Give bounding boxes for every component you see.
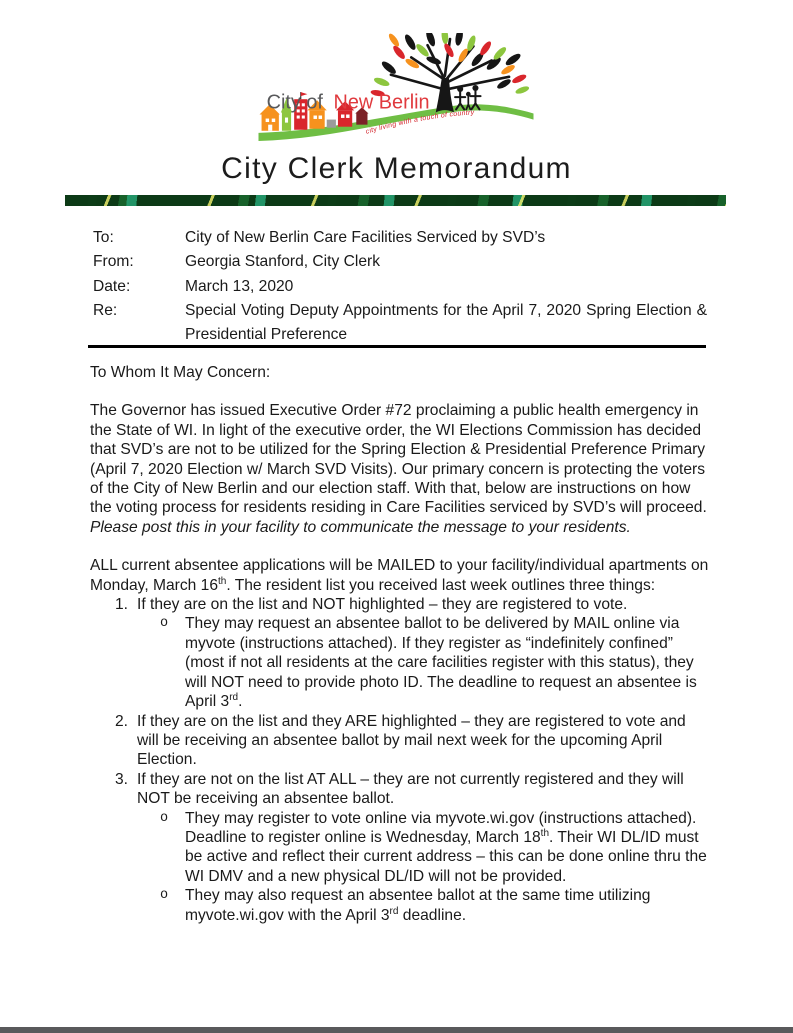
paragraph-absentee-applications: [90, 556, 709, 595]
memo-field-from: [93, 250, 707, 274]
logo-new-berlin-text: New Berlin: [333, 91, 430, 114]
sub-text-pre: They may also request an absentee ballot at the same time utilizing myvote.wi.gov with the April 3: [185, 887, 651, 924]
memo-value-from: Georgia Stanford, City Clerk: [185, 253, 380, 271]
horizontal-rule: [88, 345, 706, 348]
paragraph-normal-text: The Governor has issued Executive Order #72 proclaiming a public health emergency in the State of WI. In light of the executive order, the WI Elections Commission has decided that SVD’s are not to be utilized for the Spring Election & Presidential Preference Primary (April 7, 2020 Election w/ March SVD Visits). Our primary concern is protecting the voters of the City of New Berlin and our election staff. With that, below are instructions on how the voting process for residents residing in Care Facilities serviced by SVD’s will proceed.: [90, 402, 707, 517]
memo-label-from: From:: [93, 253, 134, 271]
memo-value-date: March 13, 2020: [185, 277, 294, 295]
sub-text-pre: They may register to vote online via myvote.wi.gov (instructions attached). Deadline to register online is Wednesday, March 18: [185, 809, 697, 846]
sub-item-text: [185, 614, 709, 711]
list-item-text: If they are on the list and NOT highlighted – they are registered to vote.: [137, 596, 628, 614]
list-item-3-sub-1: [90, 809, 709, 887]
logo-tagline: city living with a touch of country: [365, 109, 475, 136]
sub-text-post: deadline.: [398, 906, 467, 924]
superscript-rd: rd: [389, 905, 399, 917]
sub-text-post: .: [238, 693, 243, 711]
memo-label-date: Date:: [93, 277, 131, 295]
memo-value-to: City of New Berlin Care Facilities Serviced by SVD’s: [185, 229, 546, 246]
sub-text-post: . Their WI DL/ID must be active and reflect their current address – this can be done online thru the WI DMV and a new physical DL/ID will not be provided.: [185, 828, 707, 885]
list-number: 2.: [115, 712, 129, 730]
list-item-text: If they are not on the list AT ALL – they are not currently registered and they will NOT be receiving an absentee ballot.: [137, 770, 684, 808]
bullet-marker: o: [160, 810, 169, 826]
superscript-th: th: [540, 827, 550, 839]
list-number: 3.: [115, 770, 129, 788]
memo-field-re: [93, 299, 707, 348]
people-icon: [455, 85, 480, 109]
memo-field-to: [93, 226, 707, 250]
paragraph2-text-after: . The resident list you received last week outlines three things:: [226, 576, 656, 594]
memo-label-to: To:: [93, 229, 114, 246]
paragraph-executive-order: [90, 401, 709, 537]
paragraph-italic-text: Please post this in your facility to communicate the message to your residents.: [90, 518, 631, 536]
letter-body: [90, 363, 709, 925]
list-item-3: [90, 770, 709, 809]
list-item-2: [90, 712, 709, 770]
page-title: City Clerk Memorandum: [221, 152, 572, 185]
scan-bottom-edge: [0, 1027, 793, 1033]
logo-graphic: [258, 33, 534, 143]
logo-wordmark: [267, 91, 430, 113]
logo-city-of-text: City of: [266, 91, 323, 114]
sub-item-text: [185, 886, 709, 925]
memo-header: [93, 226, 707, 347]
green-divider-bar: [65, 195, 726, 206]
memo-label-re: Re:: [93, 301, 118, 319]
memo-field-date: [93, 275, 707, 299]
city-of-new-berlin-logo: [258, 33, 534, 143]
superscript-th: th: [218, 575, 227, 587]
salutation: To Whom It May Concern:: [90, 364, 271, 381]
list-item-3-sub-2: [90, 886, 709, 925]
bullet-marker: o: [160, 888, 169, 904]
memo-value-re: Special Voting Deputy Appointments for the April 7, 2020 Spring Election & Presidential Preference: [185, 301, 707, 344]
superscript-rd: rd: [229, 691, 239, 703]
bullet-marker: o: [160, 616, 169, 632]
sub-item-text: [185, 809, 709, 887]
list-item-1-sub-1: [90, 614, 709, 711]
list-item-1: [90, 595, 709, 614]
sub-text-pre: They may request an absentee ballot to be delivered by MAIL online via myvote (instructions attached). If they register as “indefinitely confined” (most if not all residents at the care facilities register with this status), they will NOT need to provide photo ID. The deadline to request an absentee is April 3: [185, 615, 697, 711]
list-number: 1.: [115, 596, 129, 614]
paragraph2-text: ALL current absentee applications will be MAILED to your facility/individual apartments on Monday, March 16: [90, 557, 709, 594]
list-item-text: If they are on the list and they ARE highlighted – they are registered to vote and will be receiving an absentee ballot by mail next week for the upcoming April Election.: [137, 712, 686, 769]
